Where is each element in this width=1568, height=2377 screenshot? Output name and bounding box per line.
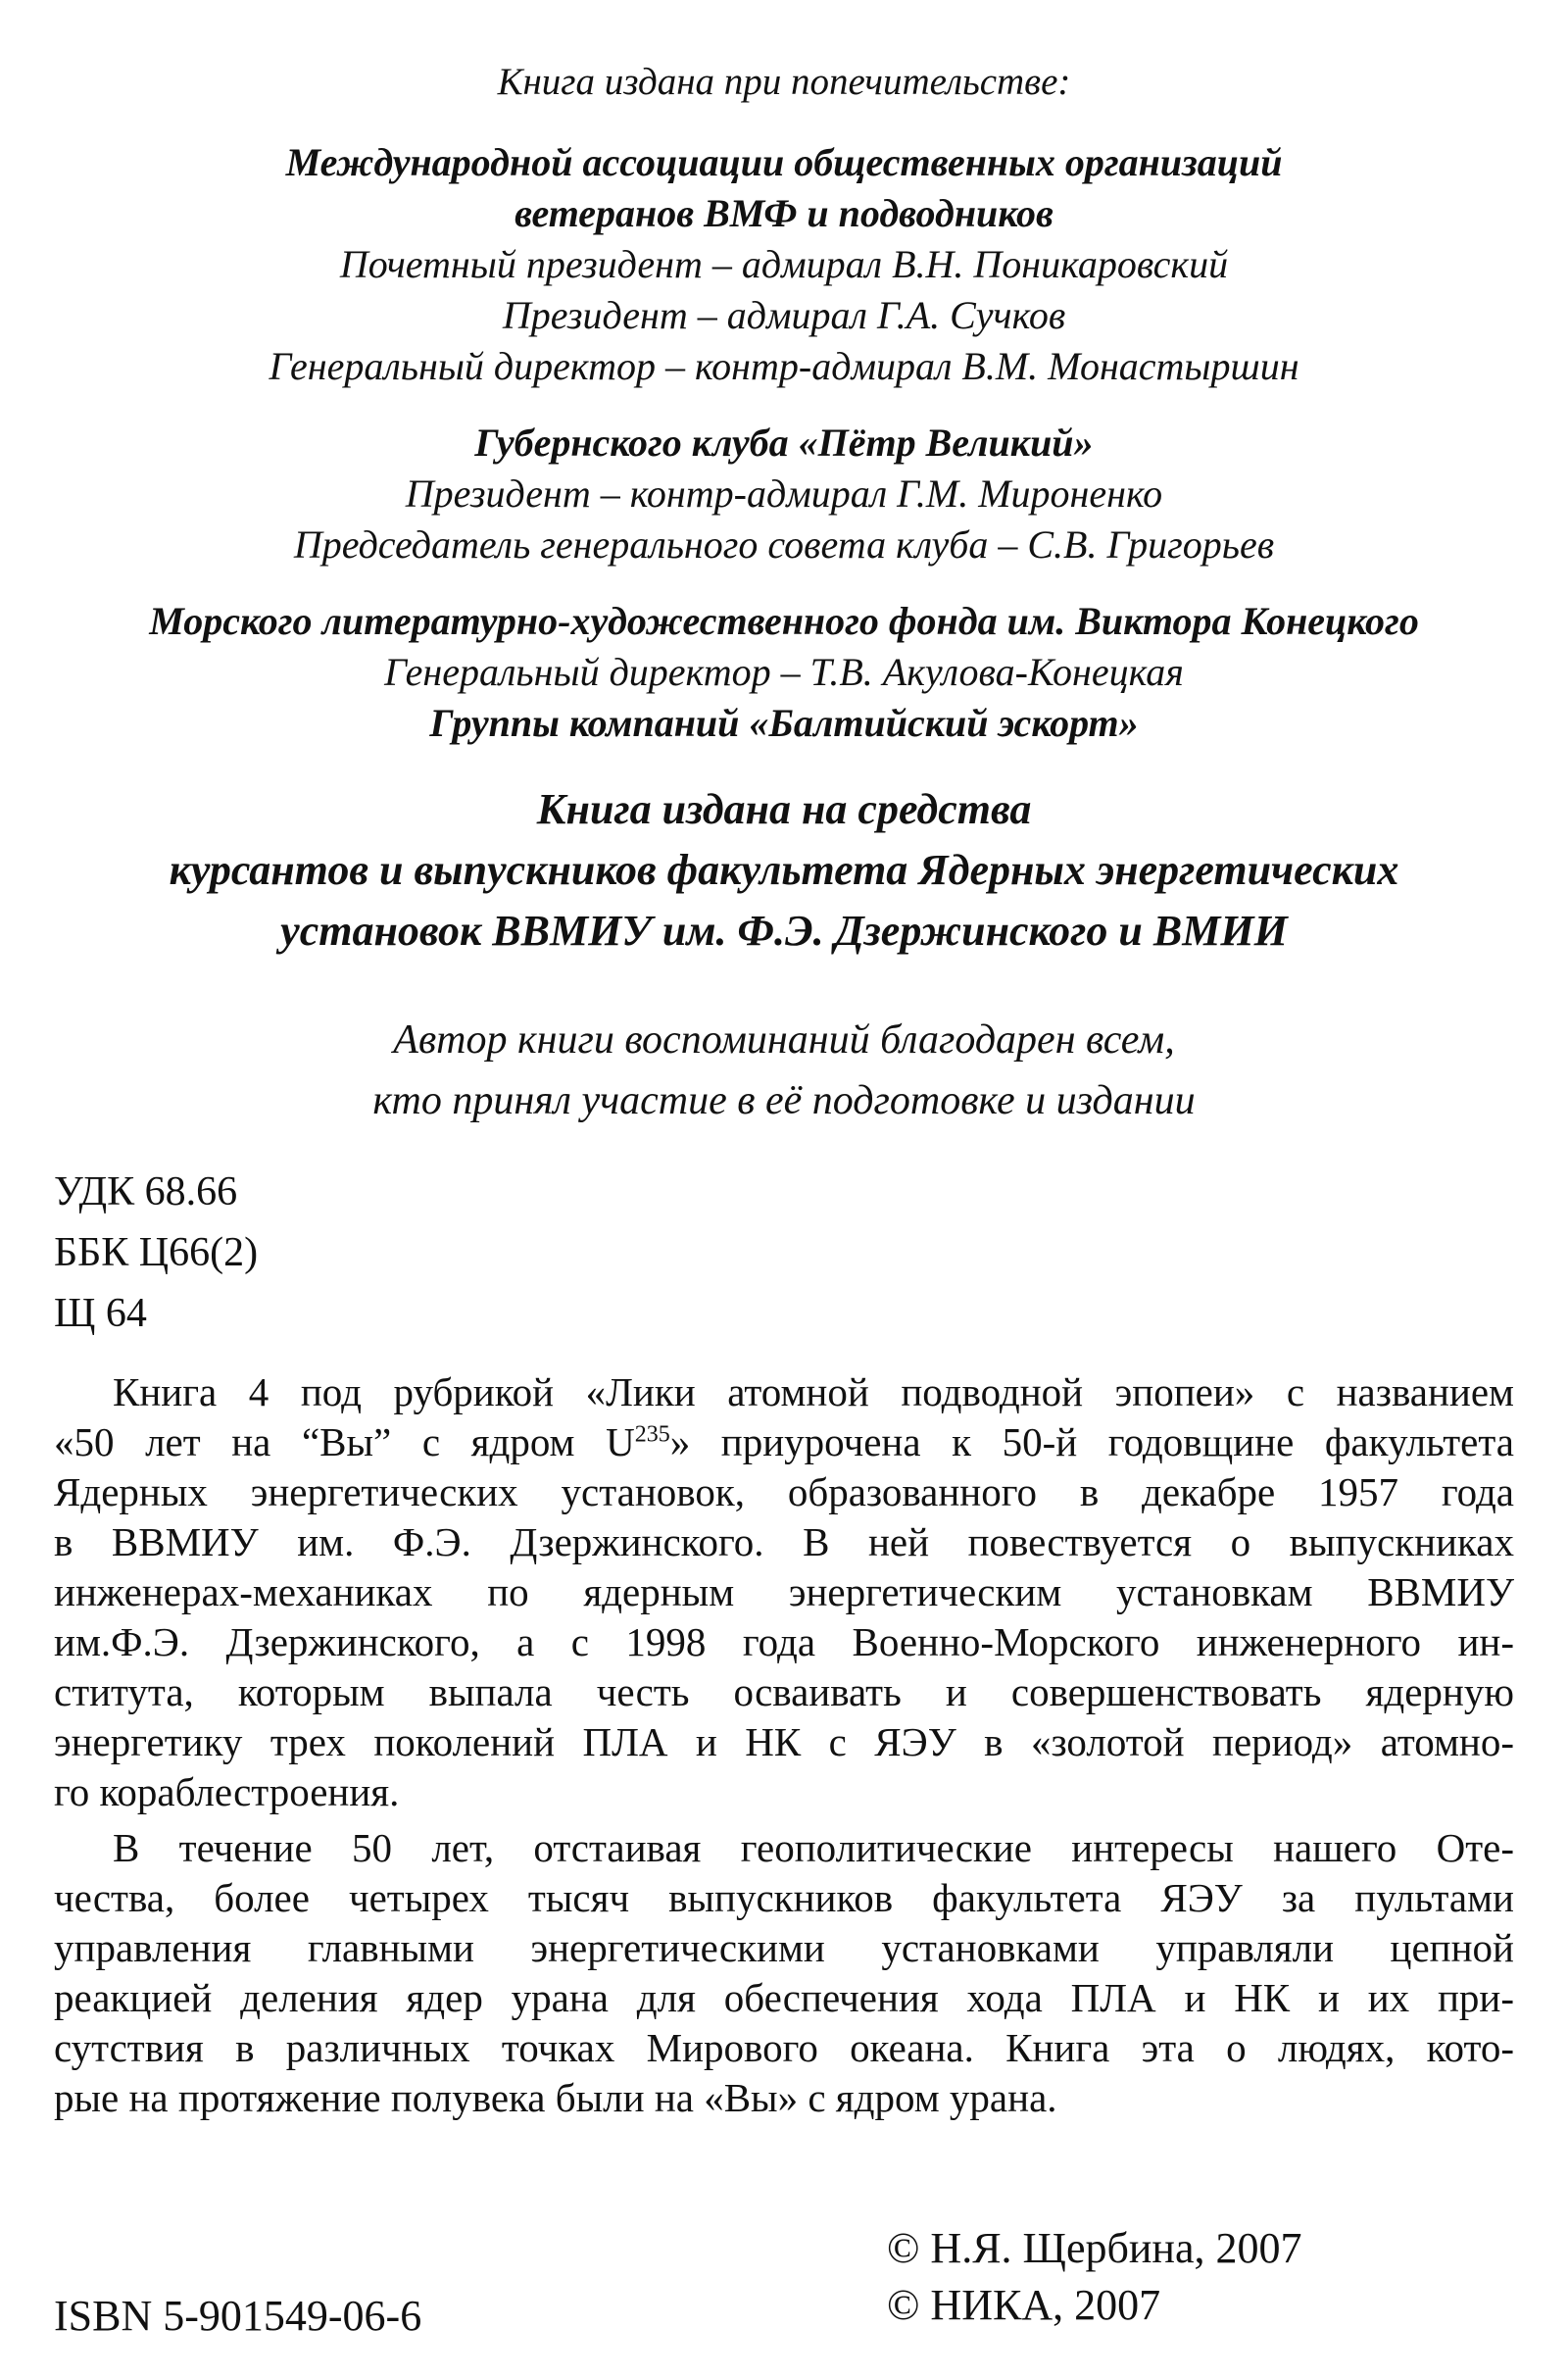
annotation-line: ститута, которым выпала честь осваивать и совершенствовать ядерную	[54, 1669, 1514, 1714]
bbk-code: ББК Ц66(2)	[54, 1230, 259, 1275]
udk-code: УДК 68.66	[54, 1169, 238, 1214]
annotation-fragment: » приурочена к 50-й годовщине факультета	[669, 1419, 1514, 1464]
patron-person: Почетный президент – адмирал В.Н. Поникаровский	[339, 242, 1229, 286]
author-mark: Щ 64	[54, 1291, 147, 1336]
annotation-line: Книга 4 под рубрикой «Лики атомной подводной эпопеи» с названием	[113, 1369, 1514, 1414]
patronage-block	[0, 57, 1568, 749]
annotation-line: реакцией деления ядер урана для обеспечения хода ПЛА и НК и их при-	[54, 1975, 1514, 2020]
funding-line: Книга издана на средства	[536, 785, 1032, 833]
funding-line: курсантов и выпускников факультета Ядерных энергетических	[169, 846, 1399, 894]
annotation-line: рые на протяжение полувека были на «Вы» с ядром урана.	[54, 2075, 1057, 2120]
thanks-line: кто принял участие в её подготовке и издании	[372, 1078, 1196, 1123]
annotation-line: инженерах-механиках по ядерным энергетическим установкам ВВМИУ	[54, 1569, 1514, 1614]
annotation-line: сутствия в различных точках Мирового океана. Книга эта о людях, кото-	[54, 2025, 1514, 2070]
patron-title: Международной ассоциации общественных организаций	[285, 140, 1283, 184]
isotope-superscript: 235	[634, 1421, 670, 1448]
patron-person: Председатель генерального совета клуба – С.В. Григорьев	[293, 522, 1275, 567]
annotation-line: энергетику трех поколений ПЛА и НК с ЯЭУ в «золотой период» атомно-	[54, 1719, 1514, 1764]
annotation-paragraph	[54, 1367, 1514, 1817]
annotation-block	[54, 1367, 1514, 2123]
annotation-line: В течение 50 лет, отстаивая геополитические интересы нашего Оте-	[113, 1825, 1514, 1870]
thanks-block	[0, 1010, 1568, 1131]
patron-title: Группы компаний «Балтийский эскорт»	[429, 701, 1139, 745]
funding-line: установок ВВМИУ им. Ф.Э. Дзержинского и ВМИИ	[280, 907, 1288, 955]
classification-block	[54, 1162, 258, 1344]
patronage-intro: Книга издана при попечительстве:	[497, 61, 1071, 103]
patron-person: Генеральный директор – контр-адмирал В.М. Монастыршин	[269, 344, 1299, 388]
patron-title: Губернского клуба «Пётр Великий»	[474, 421, 1094, 465]
patron-title: ветеранов ВМФ и подводников	[514, 191, 1054, 235]
patron-association	[0, 137, 1568, 392]
annotation-line: управления главными энергетическими установками управляли цепной	[54, 1925, 1514, 1970]
copyright-publisher: © НИКА, 2007	[887, 2281, 1161, 2329]
copyright-block	[887, 2220, 1301, 2334]
funding-block	[0, 779, 1568, 962]
annotation-line: чества, более четырех тысяч выпускников факультета ЯЭУ за пультами	[54, 1875, 1514, 1920]
patron-person: Генеральный директор – Т.В. Акулова-Конецкая	[384, 650, 1184, 694]
annotation-line	[54, 1417, 1514, 1467]
annotation-line: в ВВМИУ им. Ф.Э. Дзержинского. В ней повествуется о выпускниках	[54, 1519, 1514, 1564]
patron-fund	[0, 596, 1568, 749]
annotation-paragraph	[54, 1823, 1514, 2123]
patron-title: Морского литературно-художественного фонда им. Виктора Конецкого	[149, 599, 1419, 643]
annotation-line: го кораблестроения.	[54, 1769, 400, 1814]
thanks-line: Автор книги воспоминаний благодарен всем,	[393, 1017, 1175, 1063]
annotation-line: Ядерных энергетических установок, образованного в декабре 1957 года	[54, 1469, 1514, 1514]
annotation-line: им.Ф.Э. Дзержинского, а с 1998 года Военно-Морского инженерного ин-	[54, 1619, 1514, 1664]
patron-person: Президент – адмирал Г.А. Сучков	[502, 293, 1066, 337]
patron-club	[0, 418, 1568, 570]
annotation-fragment: «50 лет на “Вы” с ядром U	[54, 1419, 635, 1464]
isbn: ISBN 5-901549-06-6	[54, 2292, 422, 2340]
copyright-author: © Н.Я. Щербина, 2007	[887, 2224, 1302, 2272]
patron-person: Президент – контр-адмирал Г.М. Мироненко	[405, 471, 1163, 516]
